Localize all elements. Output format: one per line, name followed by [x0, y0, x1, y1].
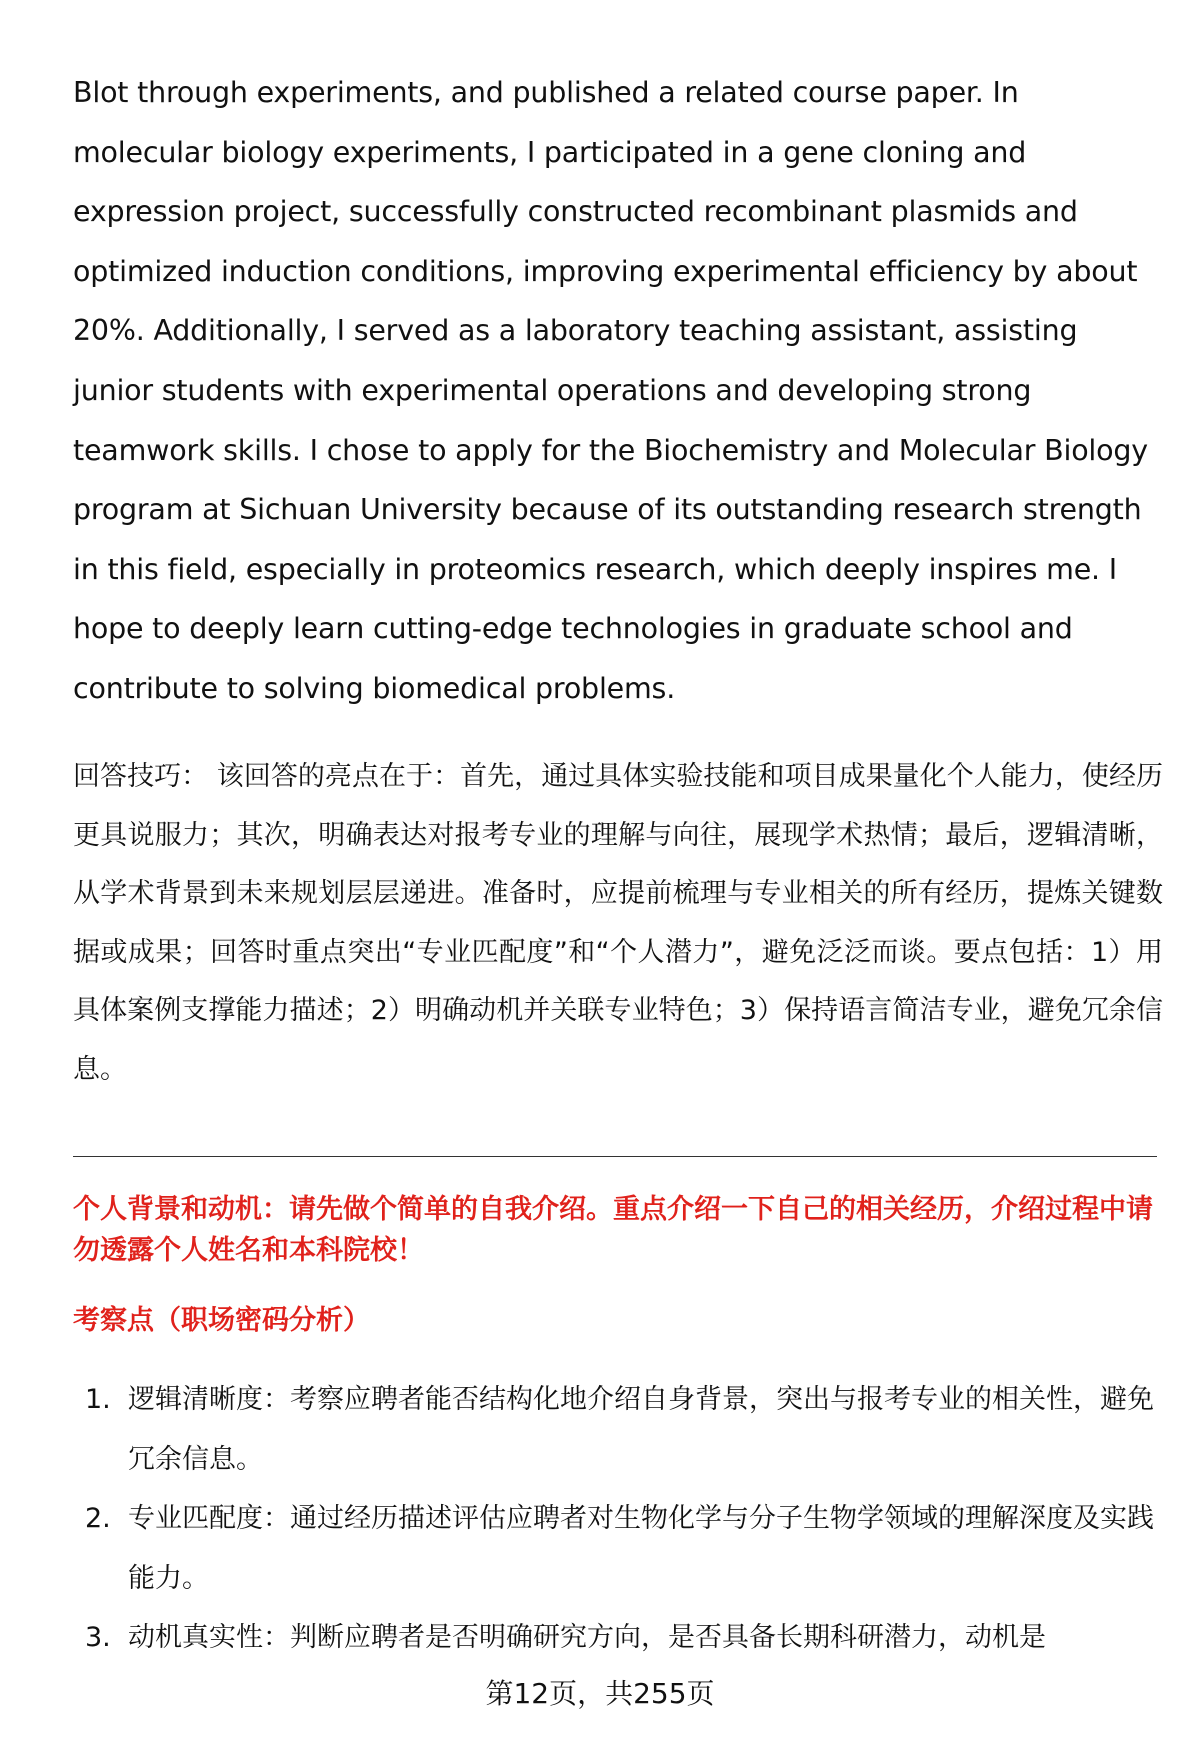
list-number: 2. — [85, 1503, 111, 1534]
list-number: 3. — [85, 1622, 111, 1653]
list-text: 专业匹配度：通过经历描述评估应聘者对生物化学与分子生物学领域的理解深度及实践能力。 — [128, 1503, 1154, 1594]
list-item — [73, 1370, 1163, 1489]
key-points-list — [73, 1370, 1163, 1668]
key-points-heading: 考察点（职场密码分析） — [73, 1305, 370, 1336]
answer-tip-paragraph: 回答技巧： 该回答的亮点在于：首先，通过具体实验技能和项目成果量化个人能力，使经历更具说服力；其次，明确表达对报考专业的理解与向往，展现学术热情；最后，逻辑清晰，从学术背景到未来规划层层递进。准备时，应提前梳理与专业相关的所有经历，提炼关键数据或成果；回答时重点突出“专业匹配度”和“个人潜力”，避免泛泛而谈。要点包括：1）用具体案例支撑能力描述；2）明确动机并关联专业特色；3）保持语言简洁专业，避免冗余信息。 — [73, 761, 1163, 1085]
page-footer: 第12页，共255页 — [485, 1677, 715, 1710]
list-item — [73, 1489, 1163, 1608]
list-text: 逻辑清晰度：考察应聘者能否结构化地介绍自身背景，突出与报考专业的相关性，避免冗余信息。 — [128, 1384, 1154, 1475]
list-number: 1. — [85, 1384, 111, 1415]
section-divider — [73, 1156, 1157, 1157]
list-text: 动机真实性：判断应聘者是否明确研究方向，是否具备长期科研潜力，动机是 — [128, 1622, 1046, 1653]
list-item — [73, 1608, 1163, 1668]
question-heading: 个人背景和动机：请先做个简单的自我介绍。重点介绍一下自己的相关经历，介绍过程中请勿透露个人姓名和本科院校！ — [73, 1194, 1153, 1266]
answer-paragraph: Blot through experiments, and published a related course paper. In molecular biology experiments, I participated in a gene cloning and expression project, successfully constructed recombinant plasmids and optimized induction conditions, improving experimental efficiency by about 20%. Additionally, I served as a laboratory teaching assistant, assisting junior students with experimental operations and developing strong teamwork skills. I chose to apply for the Biochemistry and Molecular Biology program at Sichuan University because of its outstanding research strength in this field, especially in proteomics research, which deeply inspires me. I hope to deeply learn cutting-edge technologies in graduate school and contribute to solving biomedical problems. — [73, 76, 1148, 705]
